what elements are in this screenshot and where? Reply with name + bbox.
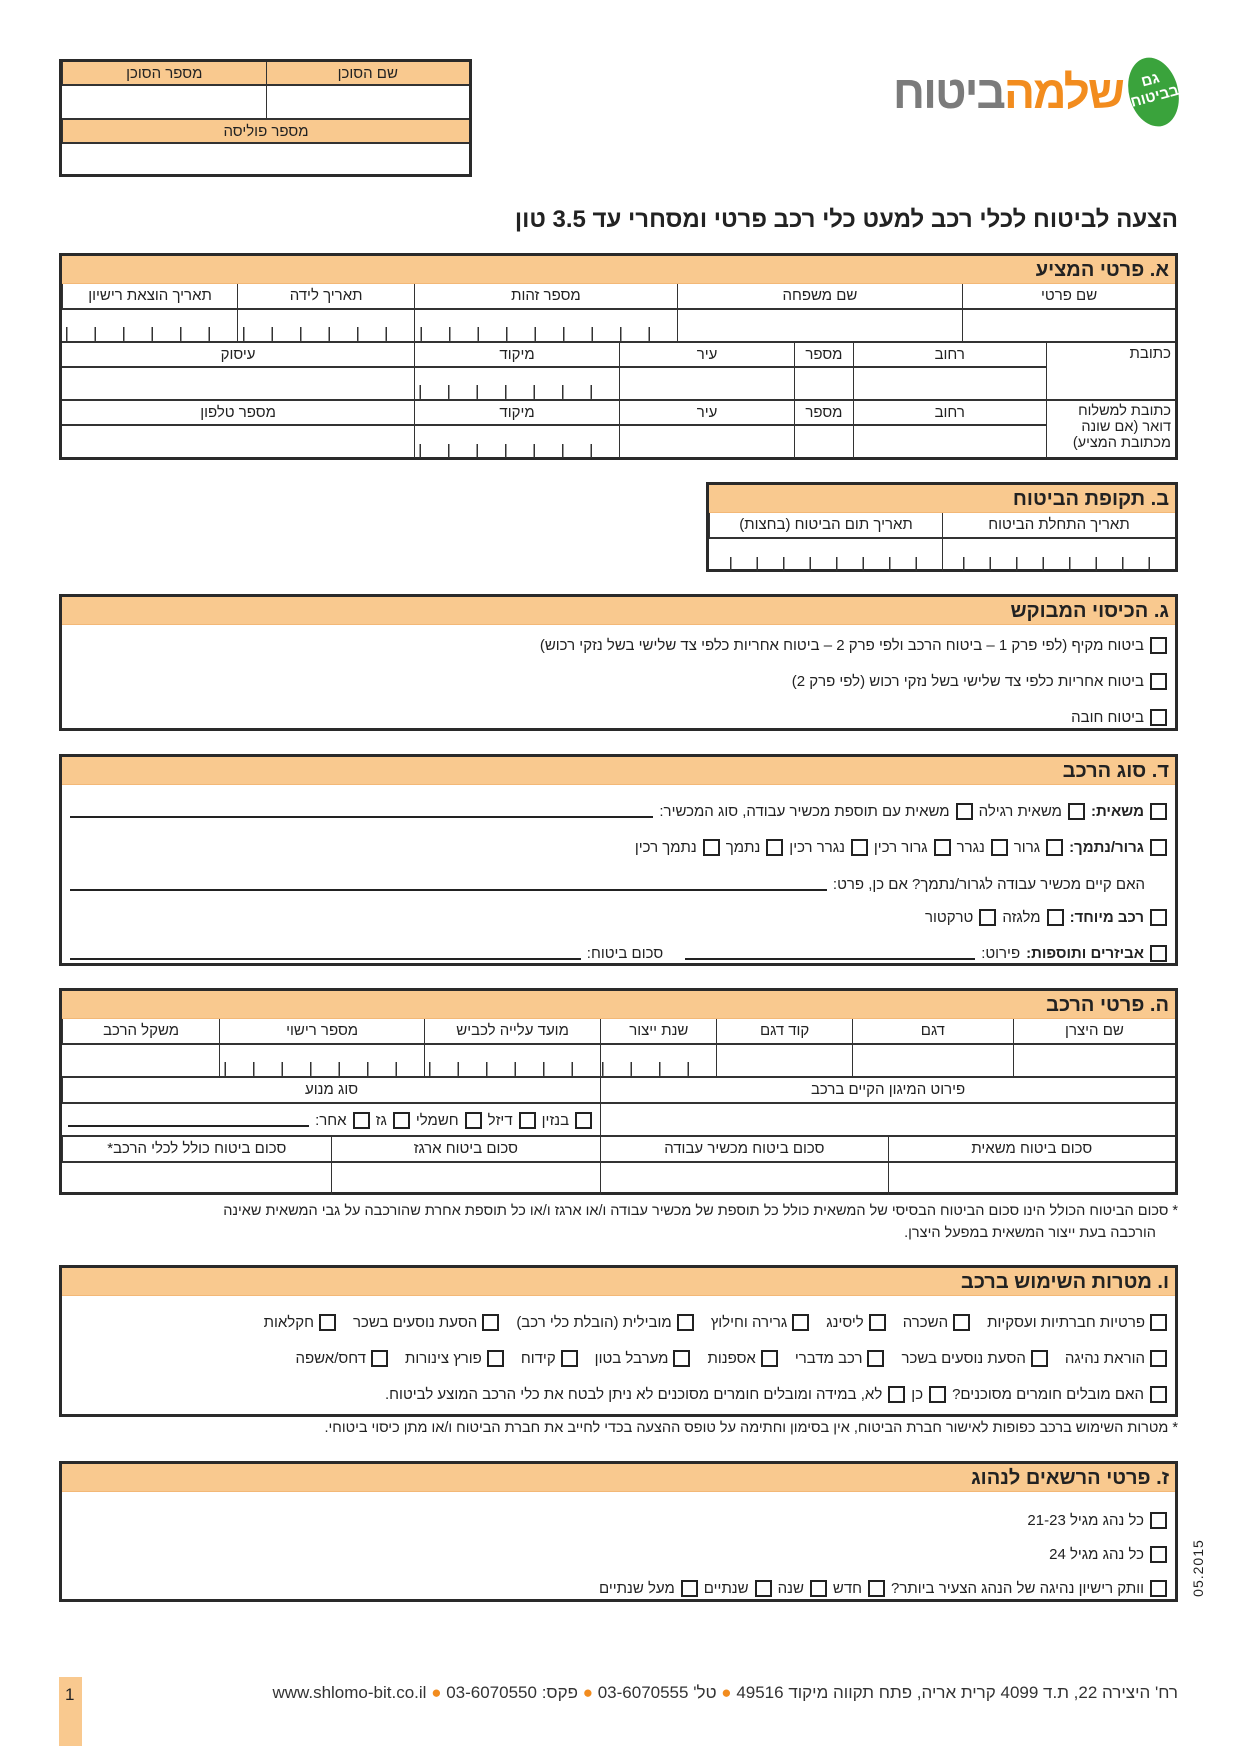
engine-checkbox[interactable] xyxy=(465,1112,482,1129)
mail-address-label: כתובת למשלוח דואר (אם שונה מכתובת המציע) xyxy=(1046,401,1175,458)
occupation-label: עיסוק xyxy=(62,343,414,368)
usage-option-label: פרטיות חברתיות ועסקיות xyxy=(987,1314,1145,1331)
footer-tel: טל' 03-6070555 xyxy=(597,1683,717,1702)
tool-type-field[interactable] xyxy=(70,806,653,818)
number-label: מספר xyxy=(794,343,853,368)
section-d-title: ד. סוג הרכב xyxy=(62,757,1175,785)
birth-date-label: תאריך לידה xyxy=(237,284,414,310)
usage-option-label: מובילית (הובלת כלי רכב) xyxy=(516,1314,672,1331)
accessories-sum-label: סכום ביטוח: xyxy=(586,945,664,962)
mail-street-label: רחוב xyxy=(853,401,1046,426)
form-version: 05.2015 xyxy=(1190,1539,1206,1597)
usage-checkbox[interactable] xyxy=(953,1314,970,1331)
engine-options xyxy=(62,1104,600,1137)
comprehensive-label: ביטוח מקיף (לפי פרק 1 – ביטוח הרכב ולפי פרק 2 – ביטוח אחריות כלפי צד שלישי בשל נזקי רכוש) xyxy=(539,637,1144,654)
usage-option-label: מערבל בטון xyxy=(594,1350,669,1367)
start-date-label: תאריך התחלת הביטוח xyxy=(942,513,1175,539)
address-label: כתובת xyxy=(1046,343,1175,401)
section-vehicle-details xyxy=(59,988,1178,1195)
id-field[interactable] xyxy=(414,310,677,343)
engine-other-field[interactable] xyxy=(68,1115,309,1127)
accessories-sum-field[interactable] xyxy=(70,948,581,960)
seniority-option-label: חדש xyxy=(832,1580,863,1597)
usage-checkbox[interactable] xyxy=(792,1314,809,1331)
mail-number-field[interactable] xyxy=(794,426,853,458)
vehicle-footnote xyxy=(53,1200,1178,1244)
usage-checkbox[interactable] xyxy=(1150,1314,1167,1331)
seniority-option-label: מעל שנתיים xyxy=(598,1580,675,1597)
age-24-checkbox[interactable] xyxy=(1150,1546,1167,1563)
trailer-opt-label: גרור xyxy=(1013,839,1041,856)
trailer-opt-checkbox[interactable] xyxy=(851,839,868,856)
agent-number-field[interactable] xyxy=(62,86,266,120)
trailer-tool-field[interactable] xyxy=(70,879,827,891)
engine-checkbox[interactable] xyxy=(353,1112,370,1129)
usage-checkbox[interactable] xyxy=(487,1350,504,1367)
bullet-icon: ● xyxy=(582,1683,593,1702)
usage-option-label: רכב מדברי xyxy=(794,1350,863,1367)
usage-option-label: חקלאות xyxy=(263,1314,314,1331)
page-title: הצעה לביטוח לכלי רכב למעט כלי רכב פרטי ומסחרי עד 3.5 טון xyxy=(514,206,1178,233)
usage-option-label: ליסינג xyxy=(826,1314,864,1331)
license-date-field[interactable] xyxy=(62,310,237,343)
section-c-title: ג. הכיסוי המבוקש xyxy=(62,597,1175,625)
footer-fax: פקס: 03-6070550 xyxy=(446,1683,578,1702)
manufacturer-field[interactable] xyxy=(1013,1045,1175,1078)
usage-checkbox[interactable] xyxy=(319,1314,336,1331)
engine-option-label: בנזין xyxy=(541,1112,570,1129)
hazmat-no-label: לא, במידה ומובלים חומרים מסוכנים לא ניתן לבטח את כלי הרכב המוצע לביטוח. xyxy=(385,1386,883,1403)
usage-checkbox[interactable] xyxy=(867,1350,884,1367)
usage-checkbox[interactable] xyxy=(869,1314,886,1331)
usage-checkbox[interactable] xyxy=(673,1350,690,1367)
seniority-question: וותק רישיון נהיגה של הנהג הצעיר ביותר? xyxy=(891,1580,1144,1597)
first-name-label: שם פרטי xyxy=(962,284,1175,310)
tractor-checkbox[interactable] xyxy=(979,909,996,926)
hazmat-yes-checkbox[interactable] xyxy=(929,1386,946,1403)
usage-option-label: דחס/אשפה xyxy=(295,1350,366,1367)
engine-other-label: אחר: xyxy=(315,1112,347,1129)
engine-checkbox[interactable] xyxy=(519,1112,536,1129)
tractor-label: טרקטור xyxy=(925,909,974,926)
phone-label: מספר טלפון xyxy=(62,401,414,426)
section-b-title: ב. תקופת הביטוח xyxy=(709,485,1175,513)
protection-label: פירוט המיגון הקיים ברכב xyxy=(600,1078,1175,1104)
trailer-opt-label: נגרר רכין xyxy=(789,839,845,856)
third-party-label: ביטוח אחריות כלפי צד שלישי בשל נזקי רכוש (לפי פרק 2) xyxy=(791,673,1144,690)
agent-table xyxy=(59,59,472,177)
birth-date-field[interactable] xyxy=(237,310,414,343)
usage-footnote: * מטרות השימוש ברכב כפופות לאישור חברת הביטוח, אין בסימון וחתימה על טופס ההצעה בכדי לחייב את חברת הביטוח ו/או מתן כיסוי ביטוחי. xyxy=(324,1420,1178,1436)
bullet-icon: ● xyxy=(721,1683,732,1702)
third-party-checkbox[interactable] xyxy=(1150,673,1167,690)
hazmat-question: האם מובלים חומרים מסוכנים? xyxy=(952,1386,1144,1403)
usage-checkbox[interactable] xyxy=(561,1350,578,1367)
zip-field[interactable] xyxy=(414,368,619,401)
end-date-field[interactable] xyxy=(709,539,942,571)
forklift-label: מלגזה xyxy=(1002,909,1041,926)
section-coverage xyxy=(59,594,1178,731)
mandatory-label: ביטוח חובה xyxy=(1071,709,1144,726)
footer-website-link[interactable]: www.shlomo-bit.co.il xyxy=(272,1683,427,1702)
usage-option-label: גרירה וחילוץ xyxy=(710,1314,788,1331)
engine-label: סוג מנוע xyxy=(62,1078,600,1104)
mail-zip-label: מיקוד xyxy=(414,401,619,426)
truck-regular-label: משאית רגילה xyxy=(978,803,1062,820)
street-field[interactable] xyxy=(853,368,1046,401)
street-label: רחוב xyxy=(853,343,1046,368)
model-field[interactable] xyxy=(852,1045,1013,1078)
model-code-field[interactable] xyxy=(716,1045,851,1078)
seniority-option-checkbox[interactable] xyxy=(681,1580,698,1597)
weight-label: משקל הרכב xyxy=(62,1019,219,1045)
id-label: מספר זהות xyxy=(414,284,677,310)
logo xyxy=(892,58,1181,126)
trailer-opt-checkbox[interactable] xyxy=(703,839,720,856)
engine-checkbox[interactable] xyxy=(393,1112,410,1129)
trailer-opt-label: גרור רכין xyxy=(873,839,928,856)
agent-name-field[interactable] xyxy=(266,86,470,120)
accessories-checkbox[interactable] xyxy=(1150,945,1167,962)
mail-number-label: מספר xyxy=(794,401,853,426)
sum-box-label: סכום ביטוח ארגז xyxy=(331,1137,601,1163)
sum-truck-label: סכום ביטוח משאית xyxy=(888,1137,1175,1163)
sum-total-label: סכום ביטוח כולל לכלי הרכב* xyxy=(62,1137,331,1163)
engine-checkbox[interactable] xyxy=(575,1112,592,1129)
truck-label: משאית: xyxy=(1090,803,1144,820)
sum-total-field[interactable] xyxy=(62,1163,331,1195)
truck-checkbox[interactable] xyxy=(1150,803,1167,820)
logo-brand-a: שלמה xyxy=(1004,66,1123,118)
seniority-option-checkbox[interactable] xyxy=(755,1580,772,1597)
hazmat-checkbox[interactable] xyxy=(1150,1386,1167,1403)
road-date-field[interactable] xyxy=(424,1045,600,1078)
protection-field[interactable] xyxy=(600,1104,1175,1137)
trailer-opt-label: נתמך רכין xyxy=(634,839,697,856)
usage-checkbox[interactable] xyxy=(371,1350,388,1367)
usage-option-label: השכרה xyxy=(902,1314,949,1331)
usage-option-label: הסעת נוסעים בשכר xyxy=(901,1350,1026,1367)
year-field[interactable] xyxy=(600,1045,716,1078)
end-date-label: תאריך תום הביטוח (בחצות) xyxy=(709,513,942,539)
usage-option-label: הוראת נהיגה xyxy=(1064,1350,1145,1367)
mail-zip-field[interactable] xyxy=(414,426,619,458)
road-date-label: מועד עלייה לכביש xyxy=(424,1019,600,1045)
vehicle-footnote-line: * סכום הביטוח הכולל הינו סכום הביטוח הבסיסי של המשאית כולל כל תוספת של מכשיר עבודה ו/או ארגז ו/או כל תוספת אחרת שהורכבה על גבי המשאית שאינה xyxy=(223,1203,1178,1219)
section-a-title: א. פרטי המציע xyxy=(62,256,1175,284)
zip-label: מיקוד xyxy=(414,343,619,368)
section-insurance-period xyxy=(706,482,1178,572)
sum-tool-label: סכום ביטוח מכשיר עבודה xyxy=(600,1137,887,1163)
seniority-option-checkbox[interactable] xyxy=(810,1580,827,1597)
phone-field[interactable] xyxy=(62,426,414,458)
seniority-option-checkbox[interactable] xyxy=(868,1580,885,1597)
model-label: דגם xyxy=(852,1019,1013,1045)
logo-brand-b: ביטוח xyxy=(892,66,1004,118)
usage-checkbox[interactable] xyxy=(677,1314,694,1331)
agent-name-label: שם הסוכן xyxy=(266,62,470,86)
section-drivers xyxy=(59,1461,1178,1602)
agent-number-label: מספר הסוכן xyxy=(62,62,266,86)
trailer-label: גרור/נתמך: xyxy=(1069,839,1144,856)
license-number-label: מספר רישוי xyxy=(219,1019,424,1045)
usage-option-label: אספנות xyxy=(707,1350,756,1367)
page-number-tab xyxy=(59,1677,82,1746)
usage-checkbox[interactable] xyxy=(1150,1350,1167,1367)
seniority-option-label: שנתיים xyxy=(703,1580,749,1597)
logo-badge: גם בביטוח xyxy=(1121,52,1187,132)
age-21-23-label: כל נהג מגיל 21-23 xyxy=(1027,1512,1144,1529)
usage-checkbox[interactable] xyxy=(482,1314,499,1331)
weight-field[interactable] xyxy=(62,1045,219,1078)
section-applicant xyxy=(59,253,1178,460)
trailer-opt-label: נתמך xyxy=(725,839,761,856)
number-field[interactable] xyxy=(794,368,853,401)
hazmat-yes-label: כן xyxy=(911,1386,924,1403)
engine-option-label: דיזל xyxy=(487,1112,513,1129)
bullet-icon: ● xyxy=(431,1683,442,1702)
seniority-checkbox[interactable] xyxy=(1150,1580,1167,1597)
trailer-opt-checkbox[interactable] xyxy=(766,839,783,856)
seniority-option-label: שנה xyxy=(777,1580,804,1597)
comprehensive-checkbox[interactable] xyxy=(1150,637,1167,654)
section-g-title: ז. פרטי הרשאים לנהוג xyxy=(62,1464,1175,1492)
license-number-field[interactable] xyxy=(219,1045,424,1078)
special-vehicle-checkbox[interactable] xyxy=(1150,909,1167,926)
footer-address: רח' היצירה 22, ת.ד 4099 קרית אריה, פתח תקווה מיקוד 49516 xyxy=(736,1683,1178,1702)
trailer-opt-checkbox[interactable] xyxy=(934,839,951,856)
footer-contact xyxy=(272,1683,1178,1703)
mandatory-checkbox[interactable] xyxy=(1150,709,1167,726)
license-date-label: תאריך הוצאת רישיון xyxy=(62,284,237,310)
occupation-field[interactable] xyxy=(62,368,414,401)
engine-option-label: חשמלי xyxy=(415,1112,459,1129)
usage-option-label: פורץ צינורות xyxy=(404,1350,482,1367)
truck-regular-checkbox[interactable] xyxy=(1068,803,1085,820)
truck-tool-label: משאית עם תוספת מכשיר עבודה, סוג המכשיר: xyxy=(659,803,950,820)
vehicle-footnote-line: הורכבה בעת ייצור המשאית במפעל היצרן. xyxy=(904,1225,1156,1241)
trailer-opt-checkbox[interactable] xyxy=(991,839,1008,856)
hazmat-no-checkbox[interactable] xyxy=(888,1386,905,1403)
first-name-field[interactable] xyxy=(962,310,1175,343)
section-e-title: ה. פרטי הרכב xyxy=(62,991,1175,1019)
mail-city-field[interactable] xyxy=(619,426,794,458)
city-label: עיר xyxy=(619,343,794,368)
forklift-checkbox[interactable] xyxy=(1047,909,1064,926)
usage-option-label: קידוח xyxy=(520,1350,556,1367)
last-name-label: שם משפחה xyxy=(677,284,962,310)
mail-city-label: עיר xyxy=(619,401,794,426)
manufacturer-label: שם היצרן xyxy=(1013,1019,1175,1045)
year-label: שנת ייצור xyxy=(600,1019,716,1045)
special-vehicle-label: רכב מיוחד: xyxy=(1069,909,1144,926)
truck-tool-checkbox[interactable] xyxy=(956,803,973,820)
sum-tool-field[interactable] xyxy=(600,1163,887,1195)
section-usage xyxy=(59,1265,1178,1417)
age-24-label: כל נהג מגיל 24 xyxy=(1049,1546,1144,1563)
city-field[interactable] xyxy=(619,368,794,401)
usage-option-label: הסעת נוסעים בשכר xyxy=(352,1314,478,1331)
mail-street-field[interactable] xyxy=(853,426,1046,458)
accessories-detail-field[interactable] xyxy=(685,948,975,960)
page-number: 1 xyxy=(65,1685,75,1704)
engine-option-label: גז xyxy=(375,1112,387,1129)
trailer-checkbox[interactable] xyxy=(1150,839,1167,856)
usage-checkbox[interactable] xyxy=(761,1350,778,1367)
sum-truck-field[interactable] xyxy=(888,1163,1175,1195)
usage-checkbox[interactable] xyxy=(1031,1350,1048,1367)
age-21-23-checkbox[interactable] xyxy=(1150,1512,1167,1529)
policy-number-field[interactable] xyxy=(62,144,469,174)
last-name-field[interactable] xyxy=(677,310,962,343)
section-vehicle-type xyxy=(59,754,1178,966)
start-date-field[interactable] xyxy=(942,539,1175,571)
policy-number-label: מספר פוליסה xyxy=(62,120,469,144)
model-code-label: קוד דגם xyxy=(716,1019,851,1045)
section-f-title: ו. מטרות השימוש ברכב xyxy=(62,1268,1175,1296)
trailer-tool-question: האם קיים מכשיר עבודה לגרור/נתמך? אם כן, פרט: xyxy=(832,876,1145,893)
trailer-opt-label: נגרר xyxy=(956,839,985,856)
detail-label: פירוט: xyxy=(981,945,1021,962)
accessories-label: אביזרים ותוספות: xyxy=(1026,945,1144,962)
sum-box-field[interactable] xyxy=(331,1163,601,1195)
trailer-opt-checkbox[interactable] xyxy=(1046,839,1063,856)
